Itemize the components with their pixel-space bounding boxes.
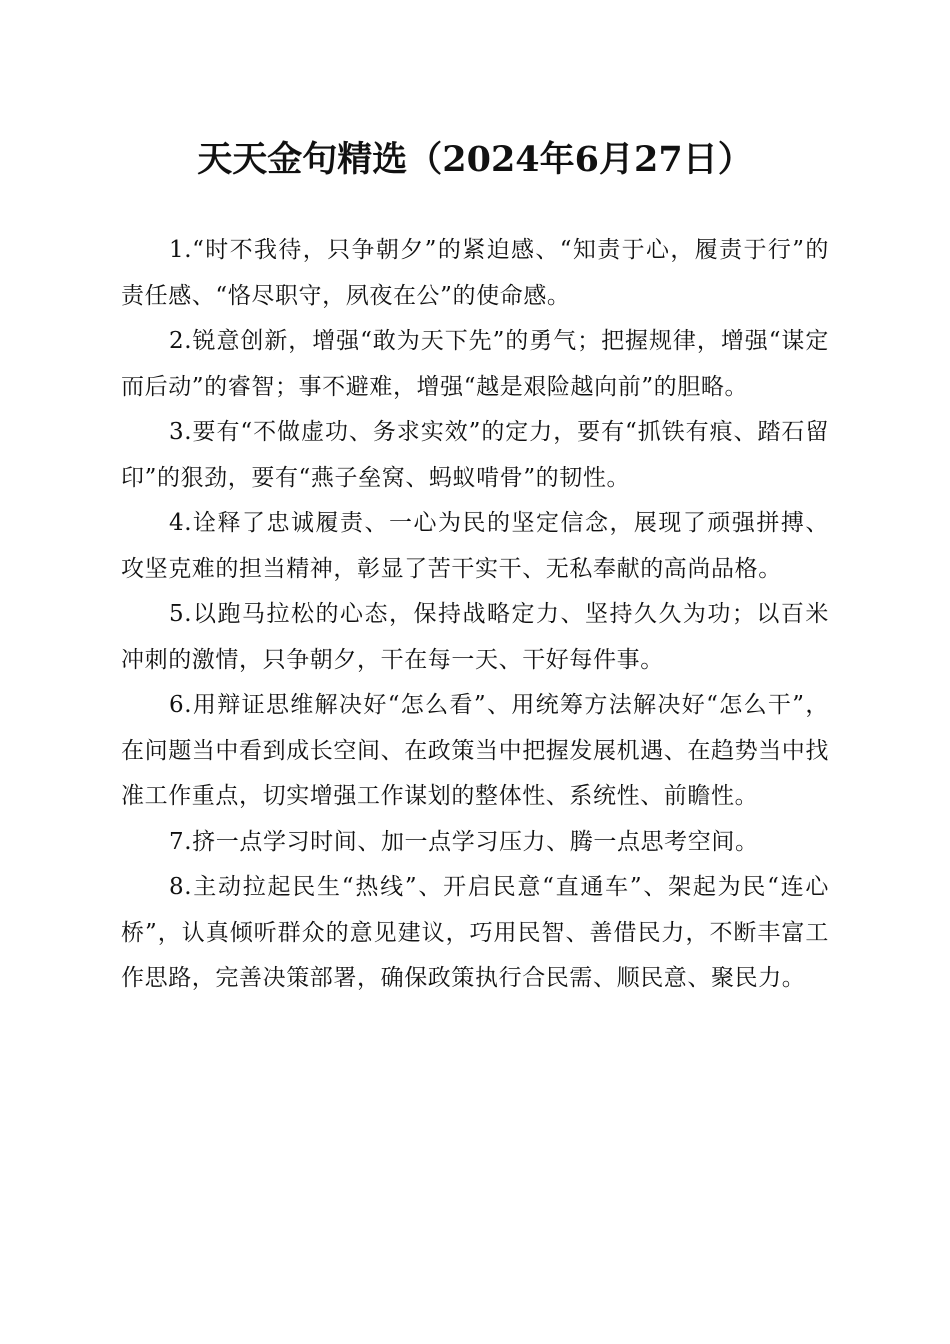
paragraph-2: 2.锐意创新，增强“敢为天下先”的勇气；把握规律，增强“谋定而后动”的睿智；事不避难，增强“越是艰险越向前”的胆略。 [121, 328, 829, 400]
paragraph-4: 4.诠释了忠诚履责、一心为民的坚定信念，展现了顽强拼搏、攻坚克难的担当精神，彰显了苦干实干、无私奉献的高尚品格。 [121, 510, 829, 582]
paragraph-7: 7.挤一点学习时间、加一点学习压力、腾一点思考空间。 [169, 828, 759, 855]
document-body [121, 228, 829, 1002]
paragraph-3: 3.要有“不做虚功、务求实效”的定力，要有“抓铁有痕、踏石留印”的狠劲，要有“燕子垒窝、蚂蚁啃骨”的韧性。 [121, 419, 829, 491]
paragraph-5: 5.以跑马拉松的心态，保持战略定力、坚持久久为功；以百米冲刺的激情，只争朝夕，干在每一天、干好每件事。 [121, 601, 829, 673]
paragraph-8: 8.主动拉起民生“热线”、开启民意“直通车”、架起为民“连心桥”，认真倾听群众的意见建议，巧用民智、善借民力，不断丰富工作思路，完善决策部署，确保政策执行合民需、顺民意、聚民力。 [121, 874, 829, 991]
paragraph-6: 6.用辩证思维解决好“怎么看”、用统筹方法解决好“怎么干”，在问题当中看到成长空间、在政策当中把握发展机遇、在趋势当中找准工作重点，切实增强工作谋划的整体性、系统性、前瞻性。 [121, 692, 829, 809]
document-title: 天天金句精选（2024年6月27日） [197, 139, 753, 180]
paragraph-1: 1.“时不我待，只争朝夕”的紧迫感、“知责于心，履责于行”的责任感、“恪尽职守，夙夜在公”的使命感。 [121, 237, 829, 309]
